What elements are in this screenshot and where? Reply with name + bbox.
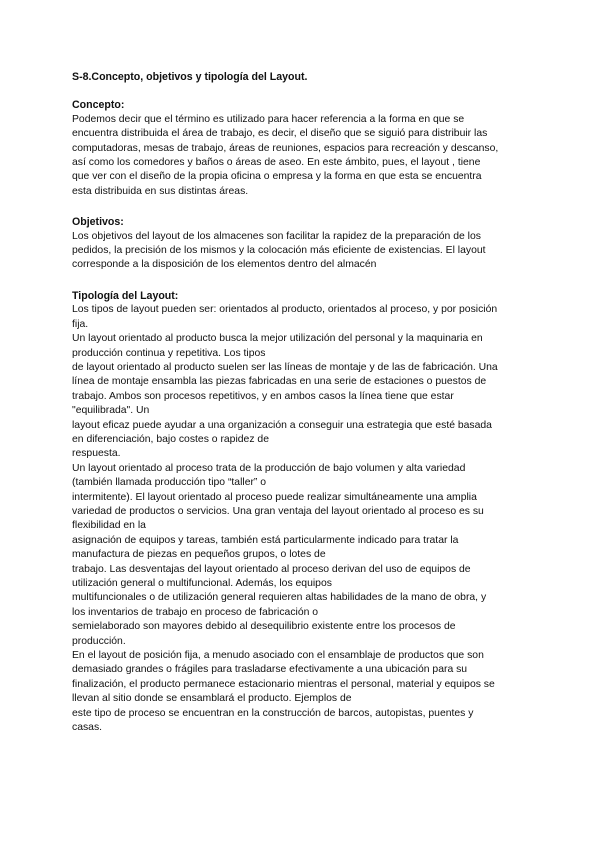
text-line: trabajo. Las desventajas del layout orientado al proceso derivan del uso de equipos de [72,563,471,575]
text-line: llevan al sitio donde se ensamblará el producto. Ejemplos de [72,693,352,705]
text-line: finalización, el producto permanece estacionario mientras el personal, material y equipos se [72,678,495,690]
text-line: intermitente). El layout orientado al proceso puede realizar simultáneamente una amplia [72,491,477,503]
text-line: "equilibrada". Un [72,405,150,417]
text-line: flexibilidad en la [72,520,146,532]
text-line: En el layout de posición fija, a menudo asociado con el ensamblaje de productos que son [72,650,484,662]
text-line: trabajo. Ambos son procesos repetitivos, y en ambos casos la línea tiene que estar [72,390,454,402]
text-line: computadoras, mesas de trabajo, áreas de reuniones, espacios para recreación y descanso, [72,142,499,154]
text-line: producción. [72,635,126,647]
text-line: Podemos decir que el término es utilizado para hacer referencia a la forma en que se [72,113,465,125]
text-line: manufactura de piezas en pequeños grupos, o lotes de [72,549,326,561]
text-line: Los tipos de layout pueden ser: orientados al producto, orientados al proceso, y por posición [72,304,498,316]
text-line: corresponde a la disposición de los elementos dentro del almacén [72,259,377,271]
text-line: Un layout orientado al producto busca la mejor utilización del personal y la maquinaria en [72,333,483,345]
text-line: pedidos, la precisión de los mismos y la colocación más eficiente de existencias. El layout [72,245,486,257]
text-line: esta distribuida en sus distintas áreas. [72,185,249,197]
document-page [72,70,532,751]
text-line: fija. [72,318,89,330]
document-title: S-8.Concepto, objetivos y tipología del Layout. [72,71,308,83]
text-line: así como los comedores y baños o áreas de aseo. En este ámbito, pues, el layout , tiene [72,157,481,169]
text-line: de layout orientado al producto suelen ser las líneas de montaje y de las de fabricación. Una [72,361,498,373]
text-line: utilización general o multifuncional. Además, los equipos [72,578,332,589]
text-line: encuentra distribuida el área de trabajo, es decir, el diseño que se siguió para distribuir las [72,128,488,140]
text-line: demasiado grandes o frágiles para trasladarse efectivamente a una ubicación para su [72,664,468,676]
section-heading-objetivos: Objetivos: [72,216,124,229]
text-line: producción continua y repetitiva. Los tipos [72,347,266,359]
text-line: variedad de productos o servicios. Una gran ventaja del layout orientado al proceso es su [72,505,484,517]
text-line: semielaborado son mayores debido al desequilibrio existente entre los procesos de [72,621,456,633]
text-line: que ver con el diseño de la propia oficina o empresa y la forma en que esta se encuentra [72,171,482,183]
text-line: línea de montaje ensambla las piezas fabricadas en una serie de estaciones o puestos de [72,376,487,388]
section-body-objetivos [72,230,532,273]
text-line: Los objetivos del layout de los almacenes son facilitar la rapidez de la preparación de los [72,230,481,242]
text-line: respuesta. [72,448,121,460]
section-body-tipologia [72,303,532,735]
text-line: layout eficaz puede ayudar a una organización a conseguir una estrategia que esté basada [72,419,492,431]
section-objetivos [72,215,532,273]
section-heading-concepto: Concepto: [72,99,125,112]
text-line: casas. [72,722,103,734]
text-line: asignación de equipos y tareas, también está particularmente indicado para tratar la [72,534,459,546]
text-line: los inventarios de trabajo en proceso de fabricación o [72,606,319,618]
section-tipologia [72,289,532,736]
section-concepto [72,98,532,199]
text-line: en diferenciación, bajo costes o rapidez de [72,433,269,445]
text-line: Un layout orientado al proceso trata de la producción de bajo volumen y alta variedad [72,462,466,474]
section-heading-tipologia: Tipología del Layout: [72,289,179,302]
text-line: multifuncionales o de utilización general requieren altas habilidades de la mano de obra, y [72,592,487,604]
text-line: este tipo de proceso se encuentran en la construcción de barcos, autopistas, puentes y [72,707,474,719]
text-line: (también llamada producción tipo “taller” o [72,477,267,489]
section-body-concepto [72,113,532,199]
